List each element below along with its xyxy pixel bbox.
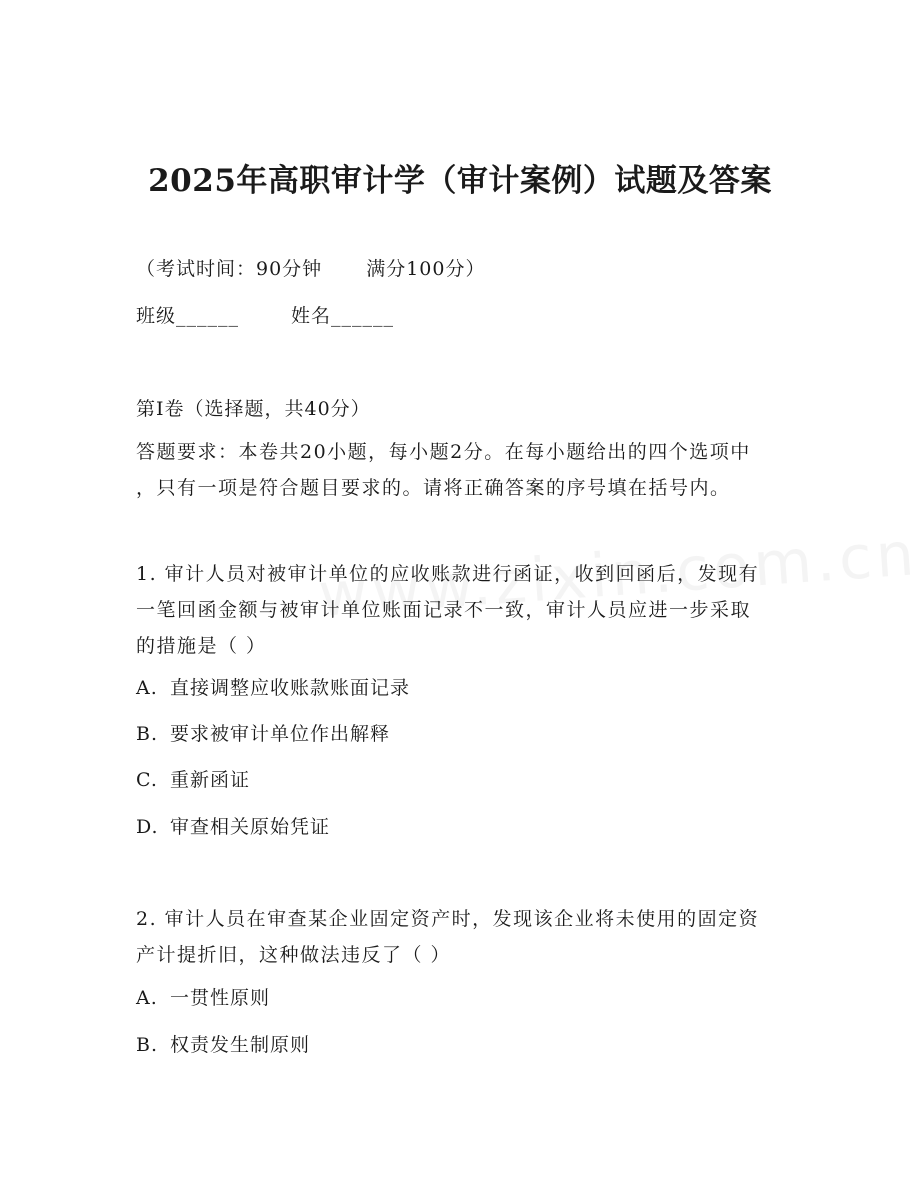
exam-score: 满分100分）: [366, 258, 486, 280]
exam-time: （考试时间：90分钟: [136, 258, 323, 280]
option-letter: A.: [136, 677, 158, 699]
student-fields: [136, 301, 394, 328]
exam-info: [136, 254, 485, 281]
option-text: 权责发生制原则: [170, 1034, 311, 1056]
option-letter: B.: [136, 723, 159, 745]
document-title: 2025年高职审计学（审计案例）试题及答案: [148, 163, 772, 199]
option-letter: C.: [136, 769, 158, 791]
option-letter: B.: [136, 1034, 159, 1056]
question-1-option-d: [136, 812, 330, 839]
option-text: 要求被审计单位作出解释: [170, 723, 391, 745]
question-1-option-b: [136, 719, 390, 746]
class-field: 班级______: [136, 305, 240, 327]
option-text: 重新函证: [170, 769, 251, 791]
question-line: 一笔回函金额与被审计单位账面记录不一致，审计人员应进一步采取: [136, 599, 752, 621]
question-1-option-c: [136, 765, 250, 792]
name-field: 姓名______: [291, 305, 395, 327]
question-line: 的措施是（ ）: [136, 635, 267, 657]
option-text: 审查相关原始凭证: [170, 816, 331, 838]
option-text: 直接调整应收账款账面记录: [170, 677, 411, 699]
question-2-option-b: [136, 1030, 310, 1057]
section-instructions: [136, 434, 784, 506]
question-line: 1. 审计人员对被审计单位的应收账款进行函证，收到回函后，发现有: [136, 563, 760, 585]
option-letter: A.: [136, 987, 158, 1009]
question-2-stem: [136, 901, 784, 973]
option-letter: D.: [136, 816, 159, 838]
question-1-stem: [136, 556, 784, 664]
question-2-option-a: [136, 983, 270, 1010]
instructions-line: 答题要求：本卷共20小题，每小题2分。在每小题给出的四个选项中: [136, 441, 751, 463]
option-text: 一贯性原则: [170, 987, 271, 1009]
instructions-line: ，只有一项是符合题目要求的。请将正确答案的序号填在括号内。: [136, 477, 731, 499]
question-line: 2. 审计人员在审查某企业固定资产时，发现该企业将未使用的固定资: [136, 908, 760, 930]
question-1-option-a: [136, 673, 410, 700]
question-line: 产计提折旧，这种做法违反了（ ）: [136, 944, 452, 966]
section-heading: 第Ⅰ卷（选择题，共40分）: [136, 398, 371, 420]
